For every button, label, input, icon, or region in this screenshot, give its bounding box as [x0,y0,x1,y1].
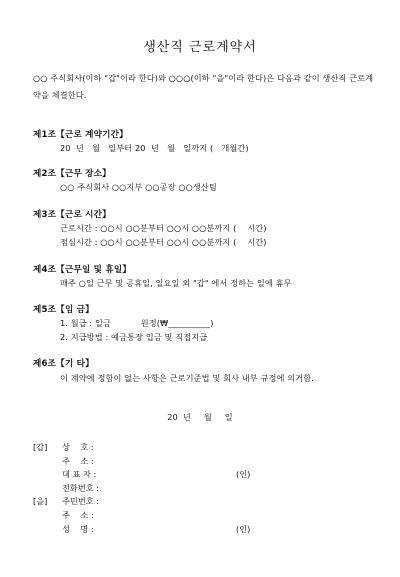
party-a-seal-mark: (인) [236,469,251,479]
article-5-heading: 제5조【임 금】 [33,305,94,315]
document-title: 생산직 근로계약서 [143,40,257,55]
article-5-line-2: 2. 지급방법 : 예금통장 입금 및 직접지급 [60,332,208,342]
party-a-company-label: 상 호 : [62,442,94,452]
article-2-heading: 제2조【근무 장소】 [33,169,111,179]
party-b-bracket: [을] [33,496,48,506]
intro-paragraph: ○○ 주식회사(이하 "갑"이라 한다)와 ○○○(이하 "을"이라 한다)은 다음과 같이 생산직 근로계약을 체결한다. [33,73,374,100]
article-3-line-1: 근로시간 : ○○시 ○○분부터 ○○시 ○○분까지 ( 시간) [60,223,267,233]
party-b-seal-mark: (인) [236,524,251,534]
article-1-line-1: 20 년 월 일부터 20 년 월 일까지 ( 개월간) [60,143,249,153]
article-3-heading: 제3조【근로 시간】 [33,210,111,220]
article-2-line-1: ○○ 주식회사 ○○지부 ○○공장 ○○생산팀 [60,182,217,192]
party-b-name-label: 성 명 : [62,524,94,534]
party-a-phone-label: 전화번호 : [62,483,99,493]
article-4-line-1: 매주 ○일 근무 및 공휴일, 일요일 외 "갑" 에서 정하는 일에 휴무 [60,278,292,288]
party-a-bracket: [갑] [33,442,48,452]
article-5-line-1: 1. 월급 : 일금 원정(₩__________) [60,318,214,328]
article-6-line-1: 이 계약에 정함이 없는 사항은 근로기준법 및 회사 내부 규정에 의거함. [60,373,314,383]
party-a-address-label: 주 소 : [62,456,94,466]
article-1-heading: 제1조【근로 계약기간】 [33,130,128,140]
article-3-line-2: 점심시간 : ○○시 ○○분부터 ○○시 ○○분까지 ( 시간) [60,237,267,247]
contract-date: 20 년 월 일 [167,412,233,422]
party-a-representative-label: 대 표 자 : [62,469,97,479]
party-b-id-number-label: 주민번호 : [62,496,99,506]
article-4-heading: 제4조【근무일 및 휴일】 [33,265,132,275]
party-b-address-label: 주 소 : [62,510,94,520]
article-6-heading: 제6조【기 타】 [33,359,94,369]
